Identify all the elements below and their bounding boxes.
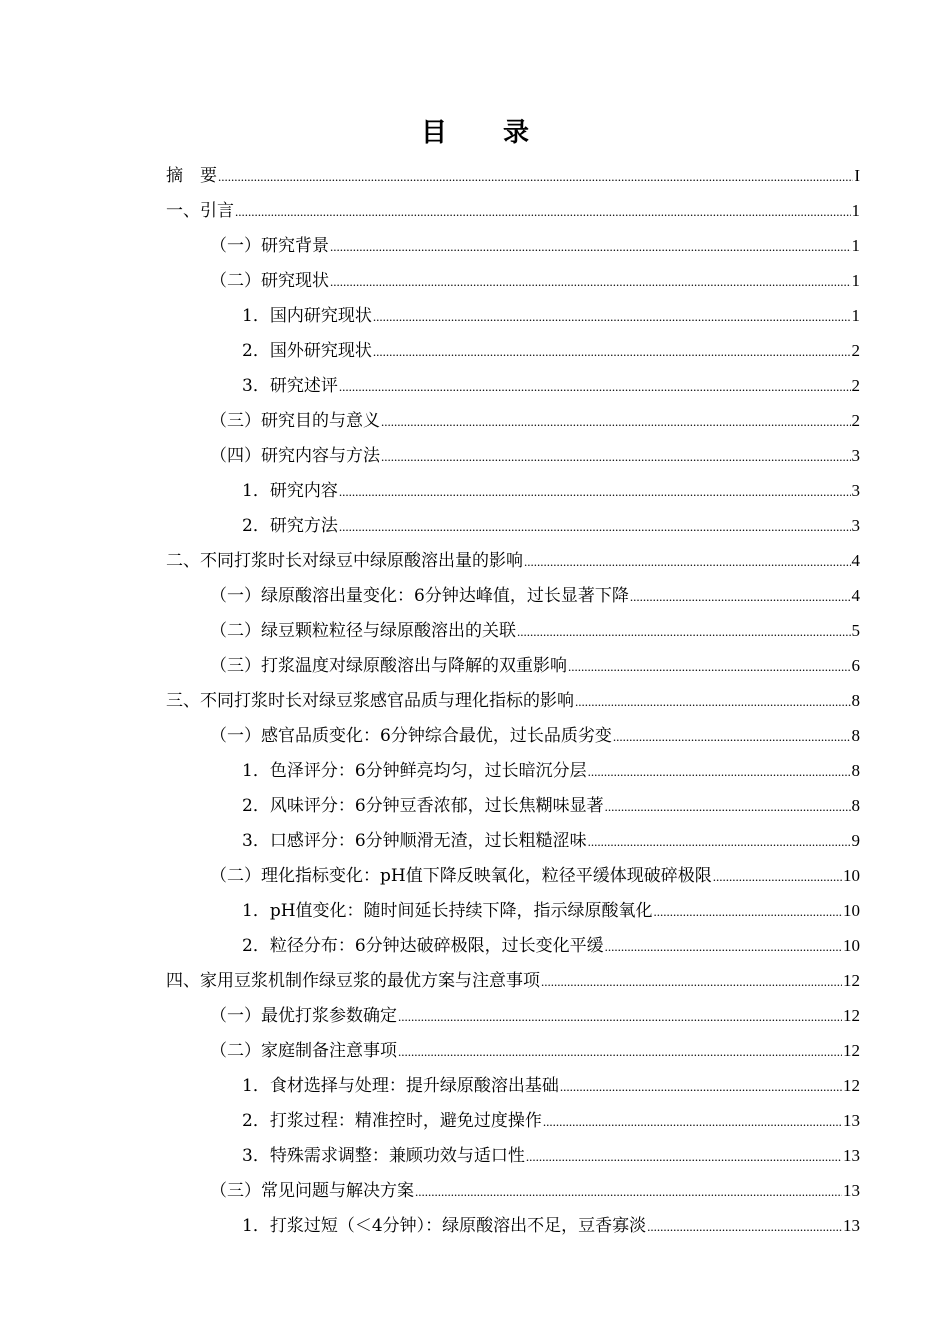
toc-entry[interactable] xyxy=(166,1138,860,1173)
toc-entry-page-number: 8 xyxy=(851,726,860,745)
toc-entry[interactable] xyxy=(166,438,860,473)
toc-entry-label: 摘 要 xyxy=(166,166,217,186)
toc-entry-page-number: 10 xyxy=(843,936,860,955)
toc-leader-dots xyxy=(560,1069,842,1104)
toc-entry-page-number: 6 xyxy=(851,656,860,675)
toc-entry[interactable] xyxy=(166,998,860,1033)
toc-entry[interactable] xyxy=(166,543,860,578)
toc-entry-label: 2．风味评分：6分钟豆香浓郁，过长焦糊味显著 xyxy=(242,796,604,816)
toc-entry-page-number: 3 xyxy=(851,481,860,500)
toc-entry-page-number: 1 xyxy=(851,306,860,325)
toc-entry-page-number: 5 xyxy=(851,621,860,640)
toc-leader-dots xyxy=(654,894,842,929)
toc-entry[interactable] xyxy=(166,823,860,858)
toc-entry-label: 四、家用豆浆机制作绿豆浆的最优方案与注意事项 xyxy=(166,971,540,991)
toc-leader-dots xyxy=(415,1174,842,1209)
toc-leader-dots xyxy=(630,579,851,614)
toc-entry[interactable] xyxy=(166,893,860,928)
toc-entry-page-number: 3 xyxy=(851,516,860,535)
toc-entry-label: 一、引言 xyxy=(166,201,234,221)
toc-entry[interactable] xyxy=(166,683,860,718)
toc-entry-label: 3．口感评分：6分钟顺滑无渣，过长粗糙涩味 xyxy=(242,831,587,851)
toc-entry[interactable] xyxy=(166,1103,860,1138)
toc-entry[interactable] xyxy=(166,508,860,543)
toc-leader-dots xyxy=(713,859,842,894)
toc-leader-dots xyxy=(647,1209,842,1244)
toc-entry[interactable] xyxy=(166,403,860,438)
toc-entry-label: 3．特殊需求调整：兼顾功效与适口性 xyxy=(242,1146,525,1166)
toc-entry[interactable] xyxy=(166,613,860,648)
toc-entry-page-number: 12 xyxy=(843,971,860,990)
toc-leader-dots xyxy=(339,509,851,544)
toc-entry[interactable] xyxy=(166,228,860,263)
toc-entry-page-number: 13 xyxy=(843,1181,860,1200)
toc-leader-dots xyxy=(218,159,853,194)
toc-entry[interactable] xyxy=(166,718,860,753)
toc-entry[interactable] xyxy=(166,788,860,823)
toc-leader-dots xyxy=(373,334,851,369)
toc-leader-dots xyxy=(543,1104,842,1139)
toc-entry-label: （四）研究内容与方法 xyxy=(210,446,380,466)
toc-entry-page-number: 10 xyxy=(843,866,860,885)
toc-leader-dots xyxy=(373,299,851,334)
toc-entry-page-number: 2 xyxy=(851,376,860,395)
toc-title-char-1: 目 xyxy=(420,118,447,148)
toc-title xyxy=(0,112,950,149)
toc-leader-dots xyxy=(398,1034,842,1069)
toc-leader-dots xyxy=(613,719,851,754)
toc-entry-label: （二）理化指标变化：pH值下降反映氧化，粒径平缓体现破碎极限 xyxy=(210,866,712,886)
toc-entry[interactable] xyxy=(166,263,860,298)
toc-entry[interactable] xyxy=(166,578,860,613)
toc-entry[interactable] xyxy=(166,333,860,368)
toc-entry-page-number: 8 xyxy=(851,691,860,710)
toc-entry[interactable] xyxy=(166,298,860,333)
toc-entry-page-number: 1 xyxy=(851,201,860,220)
toc-entry-label: 2．粒径分布：6分钟达破碎极限，过长变化平缓 xyxy=(242,936,604,956)
toc-entry[interactable] xyxy=(166,473,860,508)
toc-entry-label: 1．食材选择与处理：提升绿原酸溶出基础 xyxy=(242,1076,559,1096)
toc-entry-page-number: I xyxy=(854,166,860,185)
toc-entry-page-number: 13 xyxy=(843,1216,860,1235)
toc-entry-page-number: 3 xyxy=(851,446,860,465)
toc-entry-label: 1．打浆过短（＜4分钟）：绿原酸溶出不足，豆香寡淡 xyxy=(242,1216,647,1236)
toc-entry-label: 二、不同打浆时长对绿豆中绿原酸溶出量的影响 xyxy=(166,551,523,571)
toc-entry-label: 2．国外研究现状 xyxy=(242,341,372,361)
toc-entry[interactable] xyxy=(166,368,860,403)
toc-entry-label: （二）绿豆颗粒粒径与绿原酸溶出的关联 xyxy=(210,621,516,641)
toc-leader-dots xyxy=(605,789,851,824)
toc-title-char-2: 录 xyxy=(503,118,530,148)
toc-entry-page-number: 12 xyxy=(843,1041,860,1060)
toc-entry-label: （二）研究现状 xyxy=(210,271,329,291)
toc-entry[interactable] xyxy=(166,928,860,963)
toc-leader-dots xyxy=(541,964,842,999)
toc-entry[interactable] xyxy=(166,963,860,998)
toc-entry[interactable] xyxy=(166,193,860,228)
toc-entry-page-number: 1 xyxy=(851,236,860,255)
toc-entry-page-number: 1 xyxy=(851,271,860,290)
toc-entry-page-number: 8 xyxy=(851,796,860,815)
toc-entry-label: （一）研究背景 xyxy=(210,236,329,256)
toc-entry-label: （三）常见问题与解决方案 xyxy=(210,1181,414,1201)
toc-entry-page-number: 9 xyxy=(851,831,860,850)
toc-leader-dots xyxy=(398,999,842,1034)
toc-entry[interactable] xyxy=(166,158,860,193)
toc-entry-label: 3．研究述评 xyxy=(242,376,338,396)
toc-leader-dots xyxy=(330,264,851,299)
toc-entry-page-number: 12 xyxy=(843,1076,860,1095)
toc-leader-dots xyxy=(524,544,851,579)
toc-entry-page-number: 2 xyxy=(851,341,860,360)
table-of-contents xyxy=(166,158,860,1243)
toc-leader-dots xyxy=(235,194,851,229)
toc-leader-dots xyxy=(381,404,851,439)
toc-leader-dots xyxy=(339,474,851,509)
toc-leader-dots xyxy=(588,754,851,789)
toc-entry[interactable] xyxy=(166,1033,860,1068)
toc-leader-dots xyxy=(526,1139,842,1174)
toc-entry-label: 2．打浆过程：精准控时，避免过度操作 xyxy=(242,1111,542,1131)
toc-entry-label: 1．国内研究现状 xyxy=(242,306,372,326)
toc-entry-label: （三）打浆温度对绿原酸溶出与降解的双重影响 xyxy=(210,656,567,676)
toc-entry-label: （一）最优打浆参数确定 xyxy=(210,1006,397,1026)
toc-entry-page-number: 10 xyxy=(843,901,860,920)
toc-leader-dots xyxy=(517,614,851,649)
toc-entry-label: 1．研究内容 xyxy=(242,481,338,501)
toc-entry-label: （一）绿原酸溶出量变化：6分钟达峰值，过长显著下降 xyxy=(210,586,629,606)
toc-entry-page-number: 13 xyxy=(843,1146,860,1165)
toc-leader-dots xyxy=(381,439,851,474)
toc-leader-dots xyxy=(588,824,851,859)
toc-entry-page-number: 4 xyxy=(851,551,860,570)
toc-leader-dots xyxy=(605,929,842,964)
toc-entry-label: 1．色泽评分：6分钟鲜亮均匀，过长暗沉分层 xyxy=(242,761,587,781)
toc-entry-label: 2．研究方法 xyxy=(242,516,338,536)
toc-entry[interactable] xyxy=(166,1208,860,1243)
toc-entry-label: （三）研究目的与意义 xyxy=(210,411,380,431)
toc-entry[interactable] xyxy=(166,648,860,683)
toc-entry[interactable] xyxy=(166,753,860,788)
toc-entry-page-number: 13 xyxy=(843,1111,860,1130)
toc-entry-page-number: 4 xyxy=(851,586,860,605)
toc-entry-page-number: 2 xyxy=(851,411,860,430)
toc-entry[interactable] xyxy=(166,1173,860,1208)
toc-entry[interactable] xyxy=(166,1068,860,1103)
toc-leader-dots xyxy=(568,649,851,684)
toc-leader-dots xyxy=(575,684,851,719)
toc-entry-label: 1．pH值变化：随时间延长持续下降，指示绿原酸氧化 xyxy=(242,901,653,921)
toc-entry-page-number: 8 xyxy=(851,761,860,780)
toc-entry-page-number: 12 xyxy=(843,1006,860,1025)
toc-entry[interactable] xyxy=(166,858,860,893)
toc-entry-label: （一）感官品质变化：6分钟综合最优，过长品质劣变 xyxy=(210,726,612,746)
toc-entry-label: （二）家庭制备注意事项 xyxy=(210,1041,397,1061)
toc-leader-dots xyxy=(339,369,851,404)
toc-leader-dots xyxy=(330,229,851,264)
toc-entry-label: 三、不同打浆时长对绿豆浆感官品质与理化指标的影响 xyxy=(166,691,574,711)
